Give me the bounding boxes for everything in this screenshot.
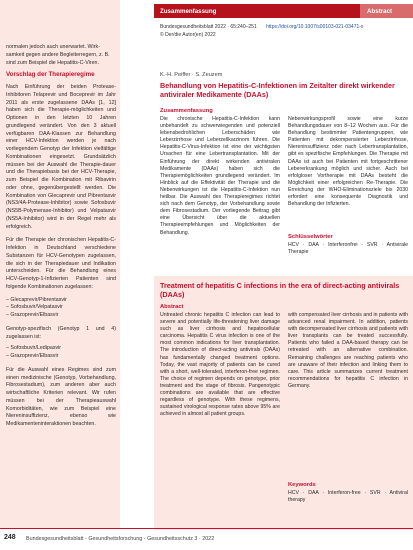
left-intro: [6, 44, 116, 67]
zusammenfassung-col1: Die chronische Hepatitis-C-Infektion kann unbehandelt zu schwerwiegenden und potenziell lebensbedrohlichen Leberschäden wie Leberzirrhose und Leberzellkarzinom führen. Die Hepatitis-C-Virus-Infektion ist eine der wichtigsten Ursachen für eine Lebertransplantation. Mit der Einführung der direkt wirkenden antiviralen Medikamente (DAAs) haben sich die Therapiemöglichkeiten grundlegend verändert. Im Hinblick auf die Effektivität der Therapie und die Nebenwirkungen ist die Hepatitis-C-Infektion nun heilbar. Die Auswahl des Therapieregimes richtet sich nach dem Genotyp, der Vorbehandlung sowie dem Fibrosestadium. Der vorliegende Beitrag gibt eine Übersicht über die aktuellen Therapieempfehlungen und Möglichkeiten der Behandlung.: [160, 116, 280, 236]
citation-line: [160, 24, 410, 30]
paragraph: Für die Auswahl eines Regimes sind zum einen medizinische (Genotyp, Vorbehandlung, Fibrosestadium), zum anderen aber auch wirtschaftliche Kriterien relevant. Wir rufen müssen bei der Therapieauswahl Komorbiditäten, wie zum Beispiel eine Niereninsuffizienz, ebenso wie Medikamenteninteraktionen beachten.: [6, 366, 116, 427]
abstract-label: Abstract: [160, 304, 184, 310]
citation: Bundesgesundheitsblatt 2022 · 65:240–251: [160, 24, 257, 30]
list-item: – Sofosbuvir/Ledipasvir: [6, 345, 116, 353]
tab-zusammenfassung: Zusammenfassung: [154, 4, 360, 18]
keywords: HCV · DAA · Interferon-free · SVR · Antiviral therapy: [288, 490, 408, 504]
title-de: Behandlung von Hepatitis-C-Infektionen im Zeitalter direkt wirkender antiviraler Medikamente (DAAs): [160, 81, 395, 99]
left-column: [0, 0, 120, 528]
paragraph: Für die Therapie der chronischen Hepatitis-C-Infektion in Deutschland verschiedene Substanzen für HCV-Genotypen zugelassen, die sich in der Therapiedauer und Indikation unterscheiden. Für die Behandlung eines HCV-Genotyp-1-Infizierten Patienten sind folgende Kombinationen zugelassen:: [6, 237, 116, 290]
tab-abstract: Abstract: [360, 4, 413, 18]
schluesselwoerter: HCV · DAA · Interferonfrei · SVR · Antivirale Therapie: [288, 242, 408, 256]
authors: K.-H. Peiffer · S. Zeuzem: [160, 72, 223, 78]
abstract-col1: Untreated chronic hepatitis C infection can lead to severe and potentially life-threatening liver damage such as liver cirrhosis and hepatocellular carcinoma. Hepatitis C virus infection is one of the most common indications for liver transplantation. The introduction of direct-acting antivirals (DAAs) has fundamentally changed treatment options. Today, the vast majority of patients can be cured with a short, well-tolerated, interferon-free regimen. The choice of regimen depends on genotype, prior treatment and the stage of fibrosis. Pangenotypic combinations are available that are effective regardless of genotype. With these regimens, sustained virological response rates above 95% are achieved in almost all patient groups.: [160, 312, 280, 418]
journal-footer: Bundesgesundheitsblatt - Gesundheitsforschung - Gesundheitsschutz 3 · 2022: [26, 536, 215, 542]
doi-link[interactable]: https://doi.org/10.1007/s00103-021-03471-x: [266, 24, 364, 30]
list-item: – Grazoprevir/Elbasvir: [6, 312, 116, 320]
list: [6, 297, 116, 320]
left-body: [6, 84, 116, 429]
abstract-col2: with compensated liver cirrhosis and in patients with advanced renal impairment. In addition, patients with decompensated liver cirrhosis and patients with liver transplants can be treated successfully. Patients who failed a DAA-based therapy can be retreated with an alternative combination. Remaining challenges are reaching patients who are unaware of their infection and linking them to care. This article summarizes current treatment recommendations for hepatitis C infection in Germany.: [288, 312, 408, 389]
list-item: – Glecaprevir/Pibrentasvir: [6, 297, 116, 305]
section-heading: Vorschlag der Therapieregime: [6, 71, 95, 78]
intro-line: sind zum Beispiel die Hepatitis-C-Viren.: [6, 59, 99, 66]
zusammenfassung-label: Zusammenfassung: [160, 108, 213, 114]
footer-rule: [0, 528, 413, 529]
intro-line: normalen jedoch auch unerwartet. Wirk-: [6, 44, 100, 50]
section-tabs: [154, 4, 413, 18]
zusammenfassung-col2: Nebenwirkungsprofil sowie eine kurze Behandlungsdauer von 8–12 Wochen aus. Für die Behandlung bestimmter Patientengruppen, wie Patienten mit dekompensierter Leberzirrhose, Niereninsuffizienz oder nach Lebertransplantation, gibt es spezifische Empfehlungen. Die Therapie mit DAAs ist auch bei Patienten mit fortgeschrittener Lebererkrankung möglich und sicher. Auch bei erfolgloser Vortherapie mit DAAs besteht die Möglichkeit einer erfolgreichen Re-Therapie. Die Erreichung der WHO-Eliminationsziele bis 2030 erfordert eine konsequente Diagnostik und Behandlung der Infizierten.: [288, 116, 408, 208]
page-number: 248: [4, 534, 16, 541]
schluesselwoerter-label: Schlüsselwörter: [288, 234, 333, 240]
list-item: – Sofosbuvir/Velpatasvir: [6, 304, 116, 312]
list: [6, 345, 116, 361]
keywords-label: Keywords: [288, 482, 316, 488]
intro-line: samkeit gegen andere Begleiterregern, z. B.: [6, 51, 110, 58]
title-en: Treatment of hepatitis C infections in the era of direct-acting antivirals (DAAs): [160, 281, 400, 299]
paragraph: Genotyp-spezifisch (Genotyp 1 und 4) zugelassen ist:: [6, 325, 116, 340]
copyright: © Der/die Autor(en) 2022: [160, 32, 216, 38]
list-item: – Grazoprevir/Elbasvir: [6, 353, 116, 361]
paragraph: Nach Einführung der beiden Protease-Inhibitoren Telaprevir und Boceprevir im Jahr 2011 als erste zugelassene DAAs [1, 12] haben sich die Therapie-möglichkeiten und Optionen in den letzten 10 Jahren grundlegend verändert. Von den 3 aktuell verfügbaren DAA-Klassen zur Behandlung einer HCV-Infektion werden je nach vorliegendem Genotyp der Infektion vielfältige Kombinationen eingesetzt. Grundsätzlich müssen bei der Auswahl die Therapie-dauer und die Therapiebasis bei der HCV-Therapie, zum Beispiel die Kombination mit Ribavirin oder ohne, gegenübergestellt werden. Die Kombination von Glecaprevir und Pibrentasvir (NS3/4A-Protease-Inhibitor) sowie Sofosbuvir (NS5B-Polymerase-Inhibitor) und Velpatasvir (NS5A-Inhibitor) wird in der Regel mehr als erfolgreich.: [6, 84, 116, 230]
